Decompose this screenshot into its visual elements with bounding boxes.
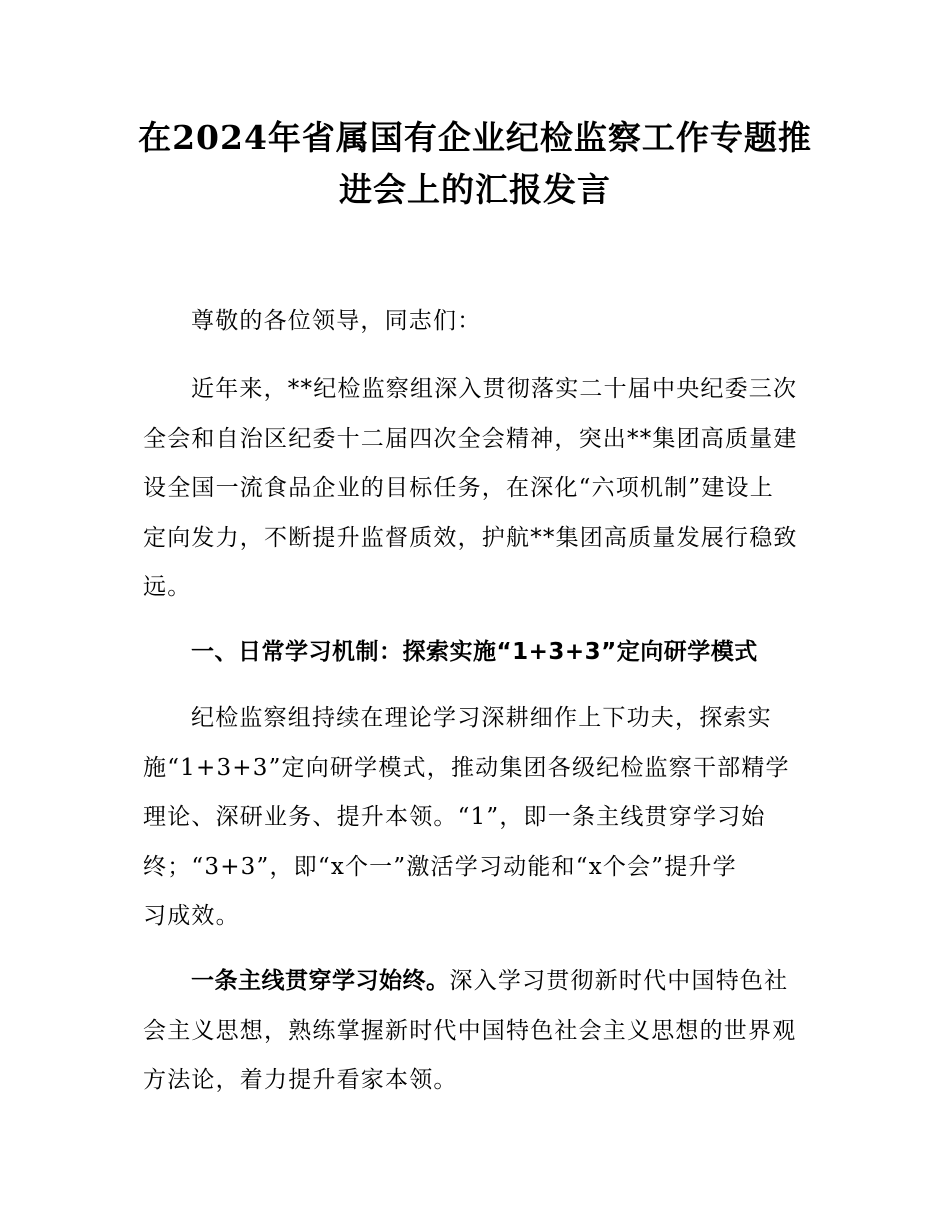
paragraph-first-rest: 深入学习贯彻新时代中国特色社: [449, 968, 789, 994]
intro-line: 远。: [143, 574, 192, 600]
main-line-line: 会主义思想，熟练掌握新时代中国特色社会主义思想的世界观: [143, 1017, 797, 1044]
section-heading: 一、日常学习机制：探索实施“1+3+3”定向研学模式: [191, 639, 758, 665]
paragraph-lead: 一条主线贯穿学习始终。: [191, 968, 450, 994]
section1-line: 终；“3+3”，即“x个一”激活学习动能和“x个会”提升学: [143, 853, 737, 880]
intro-line: 近年来，**纪检监察组深入贯彻落实二十届中央纪委三次: [191, 376, 798, 402]
section1-line: 习成效。: [143, 903, 240, 929]
section1-line: 纪检监察组持续在理论学习深耕细作上下功夫，探索实: [191, 705, 772, 731]
section1-paragraph: [143, 694, 811, 942]
intro-line: 全会和自治区纪委十二届四次全会精神，突出**集团高质量建: [143, 425, 798, 452]
salutation-text: 尊敬的各位领导，同志们：: [191, 308, 482, 334]
title-line-2: 进会上的汇报发言: [339, 170, 611, 209]
section1-line: 理论、深研业务、提升本领。“1”，即一条主线贯穿学习始: [143, 804, 766, 830]
title-line-1: 在2024年省属国有企业纪检监察工作专题推: [138, 118, 812, 157]
main-line-line: 方法论，着力提升看家本领。: [143, 1067, 458, 1093]
main-line-first-line: [143, 957, 811, 1007]
intro-line: 设全国一流食品企业的目标任务，在深化“六项机制”建设上: [143, 475, 774, 501]
salutation: [143, 297, 811, 347]
main-line-paragraph: [143, 957, 811, 1106]
document-title: [120, 112, 830, 216]
intro-line: 定向发力，不断提升监督质效，护航**集团高质量发展行稳致: [143, 524, 798, 551]
intro-paragraph: [143, 365, 811, 613]
section1-line: 施“1+3+3”定向研学模式，推动集团各级纪检监察干部精学: [143, 754, 790, 781]
